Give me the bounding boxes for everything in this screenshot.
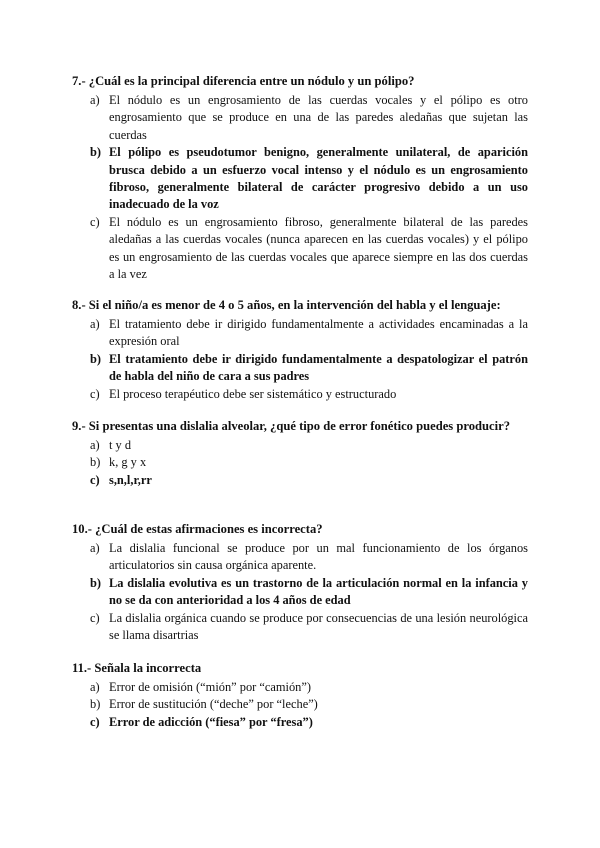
option-list (72, 540, 528, 644)
option-c (72, 610, 528, 645)
option-b-highlighted (72, 144, 528, 214)
option-letter: a) (90, 317, 100, 331)
option-c-highlighted (72, 472, 528, 489)
option-letter: c) (90, 714, 100, 729)
option-b (72, 696, 528, 713)
question-11 (72, 660, 528, 731)
option-letter: a) (90, 438, 100, 452)
option-list (72, 316, 528, 403)
option-text: Error de adicción (“fiesa” por “fresa”) (109, 714, 313, 729)
option-b-highlighted (72, 351, 528, 386)
option-list (72, 679, 528, 731)
option-letter: c) (90, 610, 100, 625)
option-a (72, 437, 528, 454)
question-title: 10.- ¿Cuál de estas afirmaciones es incorrecta? (72, 522, 323, 536)
option-letter: a) (90, 93, 100, 107)
question-9 (72, 418, 528, 489)
option-letter: b) (90, 351, 102, 366)
option-text: El tratamiento debe ir dirigido fundamentalmente a despatologizar el patrón de habla del niño de cara a sus padres (109, 351, 528, 384)
option-letter: c) (90, 386, 100, 401)
option-text: k, g y x (109, 455, 147, 470)
question-title: 8.- Si el niño/a es menor de 4 o 5 años, en la intervención del habla y el lenguaje: (72, 298, 501, 312)
option-text: Error de omisión (“mión” por “camión”) (109, 680, 311, 694)
option-a (72, 540, 528, 575)
option-letter: a) (90, 541, 100, 555)
option-text: La dislalia funcional se produce por un mal funcionamiento de los órganos articulatorios sin causa orgánica aparente. (109, 541, 528, 573)
option-list (72, 437, 528, 489)
option-a (72, 92, 528, 144)
option-letter: c) (90, 472, 100, 487)
option-a (72, 316, 528, 351)
option-a (72, 679, 528, 696)
option-text: Error de sustitución (“deche” por “leche”) (109, 697, 318, 712)
option-list (72, 92, 528, 283)
question-title: 9.- Si presentas una dislalia alveolar, ¿qué tipo de error fonético puedes producir? (72, 419, 511, 433)
option-text: t y d (109, 438, 132, 452)
option-letter: b) (90, 575, 102, 590)
option-letter: b) (90, 697, 101, 712)
question-8 (72, 297, 528, 403)
option-b (72, 454, 528, 471)
option-c (72, 214, 528, 284)
option-text: El nódulo es un engrosamiento fibroso, generalmente bilateral de las paredes aledañas a las cuerdas vocales (nunca aparecen en las cuerdas vocales) y el pólipo es un engrosamiento de las cuerdas vocales que aparece siempre en las dos cuerdas a la vez (109, 214, 528, 282)
option-text: El tratamiento debe ir dirigido fundamentalmente a actividades encaminadas a la expresión oral (109, 317, 528, 349)
option-b-highlighted (72, 575, 528, 610)
option-letter: b) (90, 145, 102, 160)
option-letter: a) (90, 680, 100, 694)
option-letter: b) (90, 455, 101, 470)
question-title: 11.- Señala la incorrecta (72, 661, 202, 675)
option-text: s,n,l,r,rr (109, 472, 152, 487)
option-text: El proceso terapéutico debe ser sistemático y estructurado (109, 386, 397, 401)
option-text: La dislalia evolutiva es un trastorno de la articulación normal en la infancia y no se da con anterioridad a los 4 años de edad (109, 575, 528, 608)
question-7 (72, 73, 528, 283)
option-text: El pólipo es pseudotumor benigno, generalmente unilateral, de aparición brusca debido a un esfuerzo vocal intenso y el nódulo es un engrosamiento fibroso, generalmente bilateral de carácter progresivo debido a un uso inadecuado de la voz (109, 145, 528, 212)
question-10 (72, 521, 528, 644)
option-text: El nódulo es un engrosamiento de las cuerdas vocales y el pólipo es otro engrosamiento que se produce en una de las paredes aledañas que sujetan las cuerdas (109, 93, 528, 142)
option-text: La dislalia orgánica cuando se produce por consecuencias de una lesión neurológica se llama disartrias (109, 610, 528, 643)
option-letter: c) (90, 214, 100, 229)
option-c (72, 386, 528, 403)
option-c-highlighted (72, 714, 528, 731)
question-title: 7.- ¿Cuál es la principal diferencia entre un nódulo y un pólipo? (72, 74, 415, 88)
